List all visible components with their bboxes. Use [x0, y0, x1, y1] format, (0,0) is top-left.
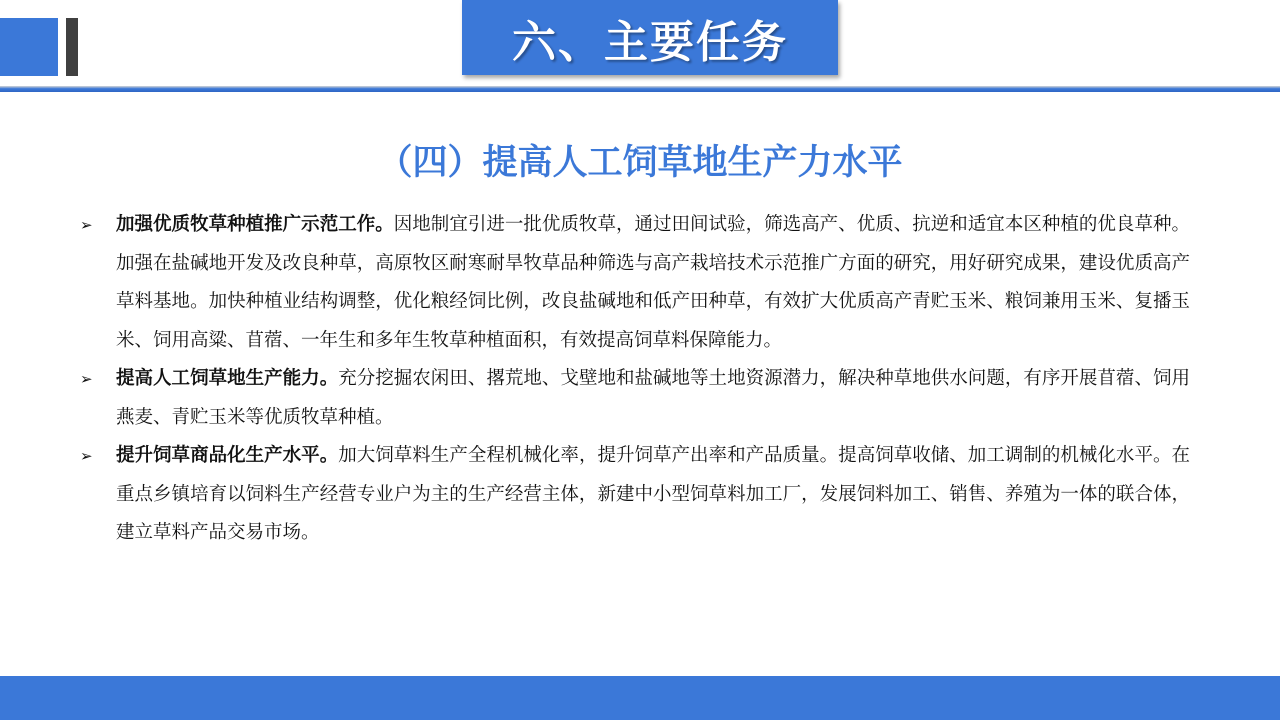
bullet-text: 充分挖掘农闲田、撂荒地、戈壁地和盐碱地等土地资源潜力，解决种草地供水问题，有序开展苜蓿、饲用燕麦、青贮玉米等优质牧草种植。 [116, 368, 1190, 428]
page-title: 六、主要任务 [512, 16, 788, 68]
decorative-dark-bar [66, 18, 78, 76]
bullet-text: 因地制宜引进一批优质牧草，通过田间试验，筛选高产、优质、抗逆和适宜本区种植的优良草种。加强在盐碱地开发及改良种草，高原牧区耐寒耐旱牧草品种筛选与高产栽培技术示范推广方面的研究，用好研究成果，建设优质高产草料基地。加快种植业结构调整，优化粮经饲比例，改良盐碱地和低产田种草，有效扩大优质高产青贮玉米、粮饲兼用玉米、复播玉米、饲用高粱、苜蓿、一年生和多年生牧草种植面积，有效提高饲草料保障能力。 [116, 214, 1190, 351]
arrow-bullet-icon: ➢ [80, 447, 93, 465]
arrow-bullet-icon: ➢ [80, 370, 93, 388]
bullet-item-3 [80, 437, 1190, 553]
arrow-bullet-icon: ➢ [80, 216, 93, 234]
bullet-text: 加大饲草料生产全程机械化率，提升饲草产出率和产品质量。提高饲草收储、加工调制的机械化水平。在重点乡镇培育以饲料生产经营专业户为主的生产经营主体，新建中小型饲草料加工厂，发展饲料加工、销售、养殖为一体的联合体，建立草料产品交易市场。 [116, 445, 1190, 543]
title-banner [462, 0, 838, 75]
bullet-lead: 加强优质牧草种植推广示范工作。 [116, 214, 394, 235]
bullet-lead: 提升饲草商品化生产水平。 [116, 445, 339, 466]
footer-bar [0, 676, 1280, 720]
bullet-item-1 [80, 206, 1190, 360]
bullet-lead: 提高人工饲草地生产能力。 [116, 368, 339, 389]
bullet-item-2 [80, 360, 1190, 437]
header-divider-line [0, 86, 1280, 92]
section-heading: （四）提高人工饲草地生产力水平 [377, 143, 903, 183]
bullet-list [80, 206, 1190, 553]
decorative-blue-square [0, 18, 58, 76]
